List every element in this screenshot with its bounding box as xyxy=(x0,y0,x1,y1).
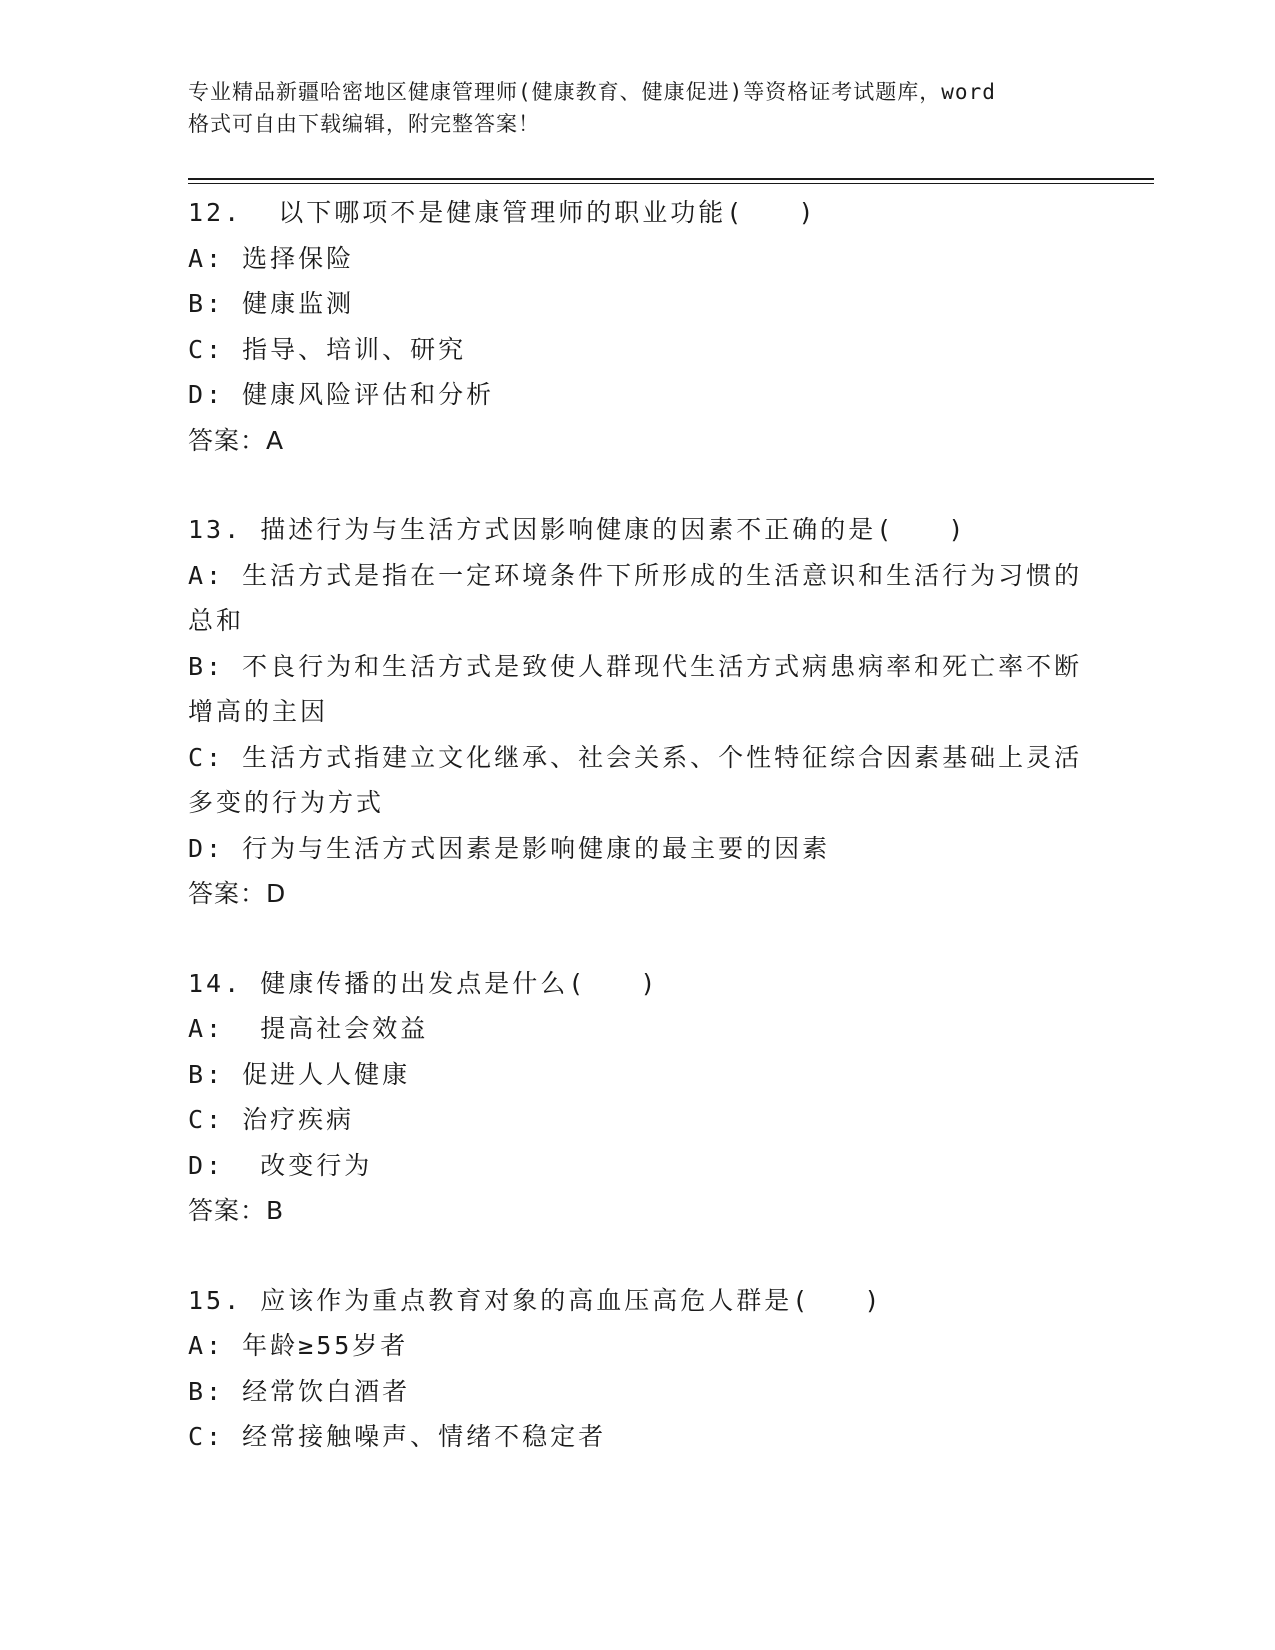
answer-line: 答案：D xyxy=(188,879,287,908)
answer-line: 答案：B xyxy=(188,1196,285,1225)
option-b: B: 促进人人健康 xyxy=(188,1059,411,1089)
question-stem: 14. 健康传播的出发点是什么( ) xyxy=(188,968,659,998)
question-list xyxy=(188,190,1088,1504)
header-divider-thick xyxy=(188,178,1154,180)
option-a: A: 生活方式是指在一定环境条件下所形成的生活意识和生活行为习惯的总和 xyxy=(188,560,1083,635)
header-divider-thin xyxy=(188,183,1154,184)
option-d: D: 行为与生活方式因素是影响健康的最主要的因素 xyxy=(188,833,831,863)
option-c: C: 指导、培训、研究 xyxy=(188,334,467,364)
question-stem: 12. 以下哪项不是健康管理师的职业功能( ) xyxy=(188,198,817,227)
answer-line: 答案：A xyxy=(188,425,285,455)
option-b: B: 健康监测 xyxy=(188,289,355,318)
option-a: A: 提高社会效益 xyxy=(188,1014,429,1043)
option-b: B: 不良行为和生活方式是致使人群现代生活方式病患病率和死亡率不断增高的主因 xyxy=(188,651,1083,726)
option-a: A: 选择保险 xyxy=(188,243,355,273)
option-d: D: 健康风险评估和分析 xyxy=(188,380,495,409)
option-c: C: 经常接触噪声、情绪不稳定者 xyxy=(188,1422,607,1451)
option-b: B: 经常饮白酒者 xyxy=(188,1376,411,1406)
option-c: C: 治疗疾病 xyxy=(188,1105,355,1134)
option-c: C: 生活方式指建立文化继承、社会关系、个性特征综合因素基础上灵活多变的行为方式 xyxy=(188,742,1083,817)
header-line-2: 格式可自由下载编辑，附完整答案！ xyxy=(188,112,540,136)
header-line-1: 专业精品新疆哈密地区健康管理师(健康教育、健康促进)等资格证考试题库，word xyxy=(188,80,996,104)
option-a: A: 年龄≥55岁者 xyxy=(188,1331,409,1360)
document-header xyxy=(188,76,1108,140)
question-stem: 15. 应该作为重点教育对象的高血压高危人群是( ) xyxy=(188,1285,883,1315)
question-12 xyxy=(188,190,1088,463)
question-15 xyxy=(188,1278,1088,1460)
question-13 xyxy=(188,507,1088,917)
option-d: D: 改变行为 xyxy=(188,1150,373,1180)
question-14 xyxy=(188,961,1088,1234)
question-stem: 13. 描述行为与生活方式因影响健康的因素不正确的是( ) xyxy=(188,515,967,544)
